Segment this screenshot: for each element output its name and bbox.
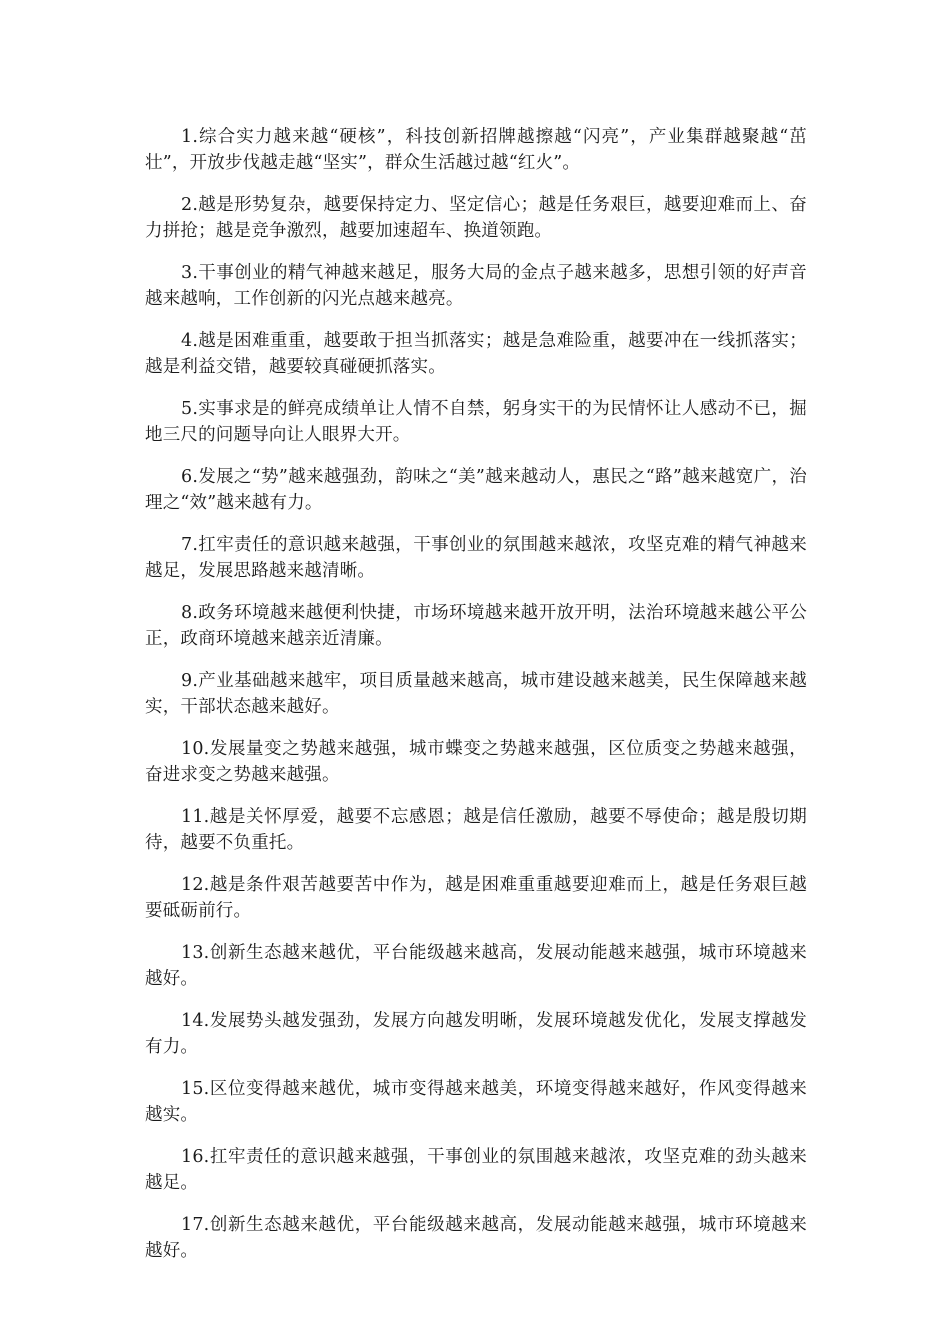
paragraph-6: 6.发展之“势”越来越强劲，韵味之“美”越来越动人，惠民之“路”越来越宽广，治理之“效”越来越有力。 [145, 467, 807, 513]
paragraph-14: 14.发展势头越发强劲，发展方向越发明晰，发展环境越发优化，发展支撑越发有力。 [145, 1011, 807, 1057]
paragraph-4: 4.越是困难重重，越要敢于担当抓落实；越是急难险重，越要冲在一线抓落实；越是利益交错，越要较真碰硬抓落实。 [145, 331, 807, 377]
paragraph-2: 2.越是形势复杂，越要保持定力、坚定信心；越是任务艰巨，越要迎难而上、奋力拼抢；越是竞争激烈，越要加速超车、换道领跑。 [145, 195, 807, 241]
paragraph-13: 13.创新生态越来越优，平台能级越来越高，发展动能越来越强，城市环境越来越好。 [145, 943, 807, 989]
document-body [145, 124, 807, 1280]
paragraph-8: 8.政务环境越来越便利快捷，市场环境越来越开放开明，法治环境越来越公平公正，政商环境越来越亲近清廉。 [145, 603, 807, 649]
paragraph-17: 17.创新生态越来越优，平台能级越来越高，发展动能越来越强，城市环境越来越好。 [145, 1215, 807, 1261]
paragraph-9: 9.产业基础越来越牢，项目质量越来越高，城市建设越来越美，民生保障越来越实，干部状态越来越好。 [145, 671, 807, 717]
paragraph-16: 16.扛牢责任的意识越来越强，干事创业的氛围越来越浓，攻坚克难的劲头越来越足。 [145, 1147, 807, 1193]
paragraph-11: 11.越是关怀厚爱，越要不忘感恩；越是信任激励，越要不辱使命；越是殷切期待，越要不负重托。 [145, 807, 807, 853]
paragraph-1: 1.综合实力越来越“硬核”，科技创新招牌越擦越“闪亮”，产业集群越聚越“茁壮”，开放步伐越走越“坚实”，群众生活越过越“红火”。 [145, 127, 807, 173]
paragraph-12: 12.越是条件艰苦越要苦中作为，越是困难重重越要迎难而上，越是任务艰巨越要砥砺前行。 [145, 875, 807, 921]
paragraph-3: 3.干事创业的精气神越来越足，服务大局的金点子越来越多，思想引领的好声音越来越响，工作创新的闪光点越来越亮。 [145, 263, 807, 309]
paragraph-15: 15.区位变得越来越优，城市变得越来越美，环境变得越来越好，作风变得越来越实。 [145, 1079, 807, 1125]
paragraph-5: 5.实事求是的鲜亮成绩单让人情不自禁，躬身实干的为民情怀让人感动不已，掘地三尺的问题导向让人眼界大开。 [145, 399, 807, 445]
paragraph-10: 10.发展量变之势越来越强，城市蝶变之势越来越强，区位质变之势越来越强，奋进求变之势越来越强。 [145, 739, 807, 785]
paragraph-7: 7.扛牢责任的意识越来越强，干事创业的氛围越来越浓，攻坚克难的精气神越来越足，发展思路越来越清晰。 [145, 535, 807, 581]
